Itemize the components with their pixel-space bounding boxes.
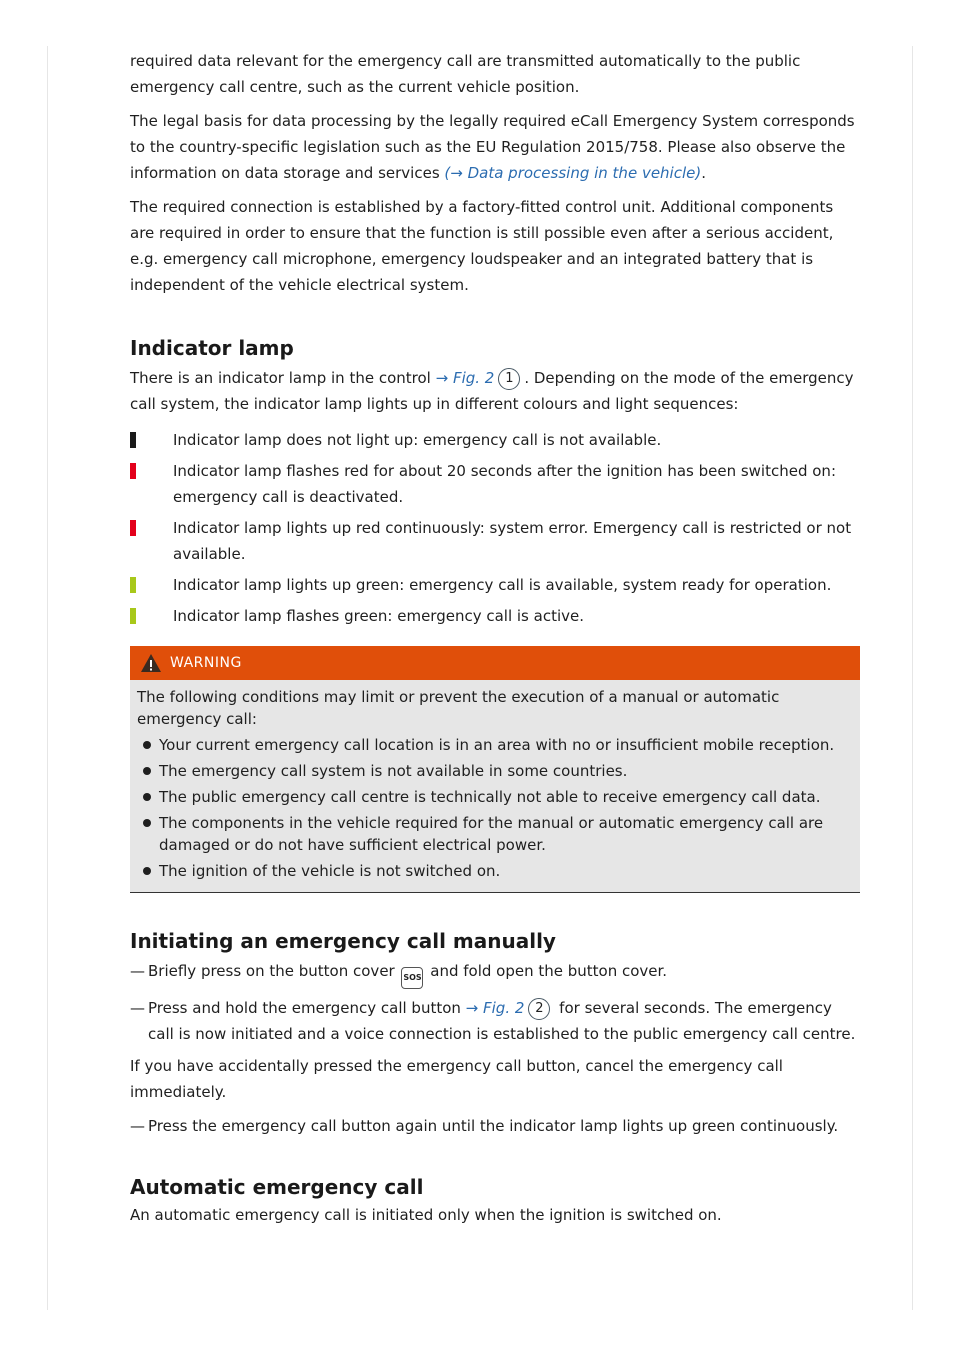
- accident-paragraph: If you have accidentally pressed the emergency call button, cancel the emergency call immediately.: [130, 1057, 783, 1101]
- intro-p2-text: The legal basis for data processing by the legally required eCall Emergency System corresponds to the country-specific legislation such as the EU Regulation 2015/758. Please also observe the information on data storage and services: [130, 112, 855, 182]
- bullet-icon: [143, 819, 151, 827]
- indicator-text-after: . Depending on the mode of the emergency call system, the indicator lamp lights up in different colours and light sequences:: [130, 369, 854, 413]
- indicator-paragraph: [130, 365, 860, 417]
- warning-item-text: The components in the vehicle required for the manual or automatic emergency call are damaged or do not have sufficient electrical power.: [159, 814, 824, 854]
- indicator-lamp-item: [130, 572, 860, 598]
- warning-item: [137, 786, 850, 808]
- warning-item: [137, 860, 850, 882]
- fig2-link-2[interactable]: → Fig. 2: [465, 999, 525, 1017]
- warning-list: [137, 734, 850, 882]
- indicator-lamp-item: [130, 427, 860, 453]
- manual-step-2: [130, 995, 860, 1047]
- indicator-lamp-item: [130, 603, 860, 629]
- indicator-lamp-item: [130, 515, 860, 567]
- warning-item: [137, 760, 850, 782]
- lamp-description: Indicator lamp lights up green: emergency call is available, system ready for operation.: [173, 576, 832, 594]
- warning-triangle-icon: [140, 653, 162, 673]
- warning-box: [130, 646, 860, 893]
- lamp-color-marker: [130, 577, 136, 593]
- fig2-link[interactable]: → Fig. 2: [435, 369, 495, 387]
- callout-1: 1: [498, 368, 520, 390]
- warning-intro: The following conditions may limit or prevent the execution of a manual or automatic emergency call:: [137, 688, 780, 728]
- lamp-color-marker: [130, 463, 136, 479]
- lamp-color-marker: [130, 520, 136, 536]
- intro-paragraph-3: The required connection is established by a factory-fitted control unit. Additional components are required in order to ensure that the function is still possible even after a serious accident, e.g. emergency call microphone, emergency loudspeaker and an integrated battery that is independent of the vehicle electrical system.: [130, 198, 834, 294]
- sos-button-icon: SOS: [401, 967, 423, 989]
- lamp-description: Indicator lamp flashes red for about 20 seconds after the ignition has been switched on: emergency call is deactivated.: [173, 462, 836, 506]
- lamp-color-marker: [130, 432, 136, 448]
- lamp-description: Indicator lamp does not light up: emergency call is not available.: [173, 431, 662, 449]
- data-processing-link[interactable]: (→ Data processing in the vehicle): [444, 164, 702, 182]
- step2-after: for several seconds. The emergency call is now initiated and a voice connection is established to the public emergency call centre.: [148, 999, 856, 1043]
- warning-item: [137, 812, 850, 856]
- lamp-description: Indicator lamp flashes green: emergency call is active.: [173, 607, 585, 625]
- step-dash: —: [130, 999, 145, 1017]
- warning-item-text: The public emergency call centre is technically not able to receive emergency call data.: [159, 788, 821, 806]
- indicator-lamp-list: [130, 427, 860, 629]
- intro-paragraph-2: [130, 108, 860, 186]
- bullet-icon: [143, 767, 151, 775]
- lamp-color-marker: [130, 608, 136, 624]
- automatic-call-heading: Automatic emergency call: [130, 1175, 424, 1199]
- page-content: [130, 48, 860, 1228]
- warning-title: WARNING: [170, 655, 242, 671]
- manual-steps: [130, 958, 860, 1047]
- warning-item-text: Your current emergency call location is in an area with no or insufficient mobile reception.: [159, 736, 835, 754]
- warning-body: [130, 680, 860, 892]
- left-margin-line: [47, 46, 48, 1310]
- right-margin-line: [912, 46, 913, 1310]
- callout-2: 2: [528, 998, 550, 1020]
- indicator-lamp-item: [130, 458, 860, 510]
- manual-step-3: [130, 1113, 860, 1139]
- bullet-icon: [143, 741, 151, 749]
- lamp-description: Indicator lamp lights up red continuously: system error. Emergency call is restricted or not available.: [173, 519, 852, 563]
- manual-step-1: [130, 958, 860, 989]
- warning-header: [130, 646, 860, 680]
- manual-call-heading: Initiating an emergency call manually: [130, 929, 556, 953]
- indicator-text-before: There is an indicator lamp in the control: [130, 369, 436, 387]
- intro-paragraph-1: required data relevant for the emergency call are transmitted automatically to the public emergency call centre, such as the current vehicle position.: [130, 52, 801, 96]
- bullet-icon: [143, 867, 151, 875]
- step-dash: —: [130, 962, 145, 980]
- bullet-icon: [143, 793, 151, 801]
- step1-before: Briefly press on the button cover: [148, 962, 400, 980]
- indicator-lamp-heading: Indicator lamp: [130, 336, 294, 360]
- cancel-steps: [130, 1113, 860, 1139]
- step2-before: Press and hold the emergency call button: [148, 999, 466, 1017]
- step3-text: Press the emergency call button again until the indicator lamp lights up green continuously.: [148, 1117, 839, 1135]
- step1-after: and fold open the button cover.: [425, 962, 668, 980]
- warning-item: [137, 734, 850, 756]
- step-dash: —: [130, 1117, 145, 1135]
- warning-item-text: The ignition of the vehicle is not switched on.: [159, 862, 501, 880]
- automatic-call-paragraph: An automatic emergency call is initiated only when the ignition is switched on.: [130, 1206, 722, 1224]
- warning-item-text: The emergency call system is not available in some countries.: [159, 762, 628, 780]
- intro-p2-end: .: [701, 164, 706, 182]
